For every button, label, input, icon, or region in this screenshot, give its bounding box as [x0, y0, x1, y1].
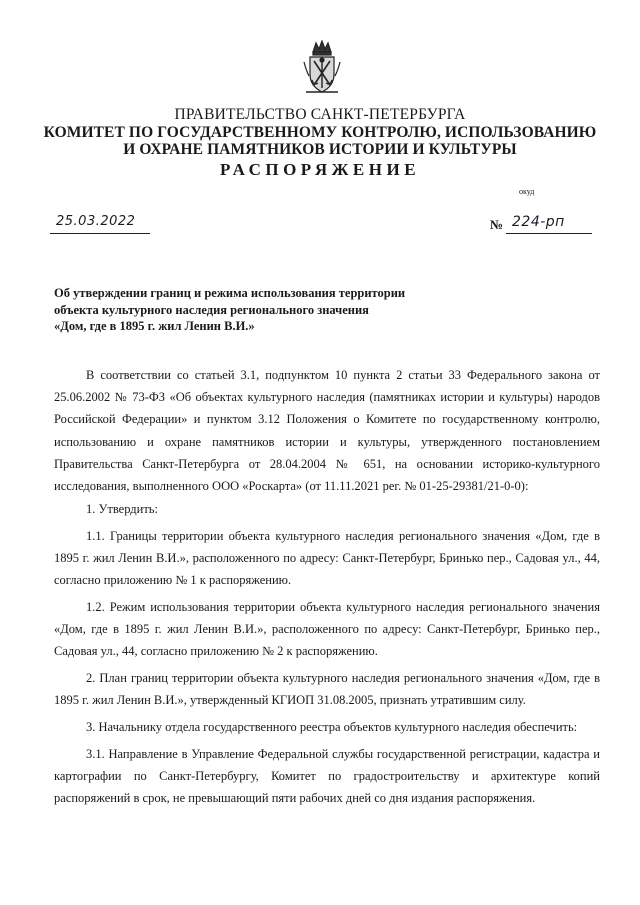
number-underline [506, 233, 592, 234]
coat-of-arms-icon [302, 40, 342, 98]
paragraph-2: 2. План границ территории объекта культурного наследия регионального значения «Дом, где в 1895 г. жил Ленин В.И.», утвержденный КГИОП 31.08.2005, признать утратившим силу. [54, 670, 600, 708]
subject-line-2: объекта культурного наследия регионального значения [54, 302, 369, 317]
okud-label: окуд [519, 187, 535, 196]
government-name: ПРАВИТЕЛЬСТВО САНКТ-ПЕТЕРБУРГА [174, 106, 466, 123]
subject-line-1: Об утверждении границ и режима использования территории [54, 286, 406, 300]
paragraph-1-2: 1.2. Режим использования территории объекта культурного наследия регионального значения «Дом, где в 1895 г. жил Ленин В.И.», расположенного по адресу: Санкт-Петербург, Бринько пер., Садовая ул., 44, согласно приложению № 2 к распоряжению. [54, 599, 600, 659]
date-value: 25.03.2022 [56, 214, 136, 229]
order-number-value: 224-рп [512, 214, 565, 230]
date-field [50, 213, 150, 234]
document-subject [54, 285, 405, 335]
order-number-field [490, 214, 592, 234]
paragraph-3: 3. Начальнику отдела государственного реестра объектов культурного наследия обеспечить: [86, 719, 578, 734]
preamble-paragraph: В соответствии со статьей 3.1, подпунктом 10 пункта 2 статьи 33 Федерального закона от 25.06.2002 № 73-ФЗ «Об объектах культурного наследия (памятниках истории и культуры) народов Российской Федерации» и пунктом 3.12 Положения о Комитете по государственному контролю, использованию и охране памятников истории и культуры, утвержденного постановлением Правительства Санкт-Петербурга от 28.04.2004 № 651, на основании историко-культурного исследования, выполненного ООО «Роскарта» (от 11.11.2021 рег. № 01-25-29381/21-0-0): [54, 368, 600, 494]
number-sign: № [490, 217, 504, 232]
paragraph-1-1: 1.1. Границы территории объекта культурного наследия регионального значения «Дом, где в 1895 г. жил Ленин В.И.», расположенного по адресу: Санкт-Петербург, Бринько пер., Садовая ул., 44, согласно приложению № 1 к распоряжению. [54, 528, 600, 588]
paragraph-3-1: 3.1. Направление в Управление Федеральной службы государственной регистрации, кадастра и картографии по Санкт-Петербургу, Комитет по градостроительству и архитектуре копий распоряжений в срок, не превышающий пяти рабочих дней со дня издания распоряжения. [54, 746, 600, 805]
document-body [54, 498, 600, 814]
subject-line-3: «Дом, где в 1895 г. жил Ленин В.И.» [54, 319, 255, 333]
committee-name-line-1: КОМИТЕТ ПО ГОСУДАРСТВЕННОМУ КОНТРОЛЮ, ИСПОЛЬЗОВАНИЮ [43, 124, 597, 141]
committee-name-line-2: И ОХРАНЕ ПАМЯТНИКОВ ИСТОРИИ И КУЛЬТУРЫ [123, 141, 517, 158]
paragraph-1: 1. Утвердить: [86, 502, 158, 516]
document-type: РАСПОРЯЖЕНИЕ [219, 160, 421, 179]
